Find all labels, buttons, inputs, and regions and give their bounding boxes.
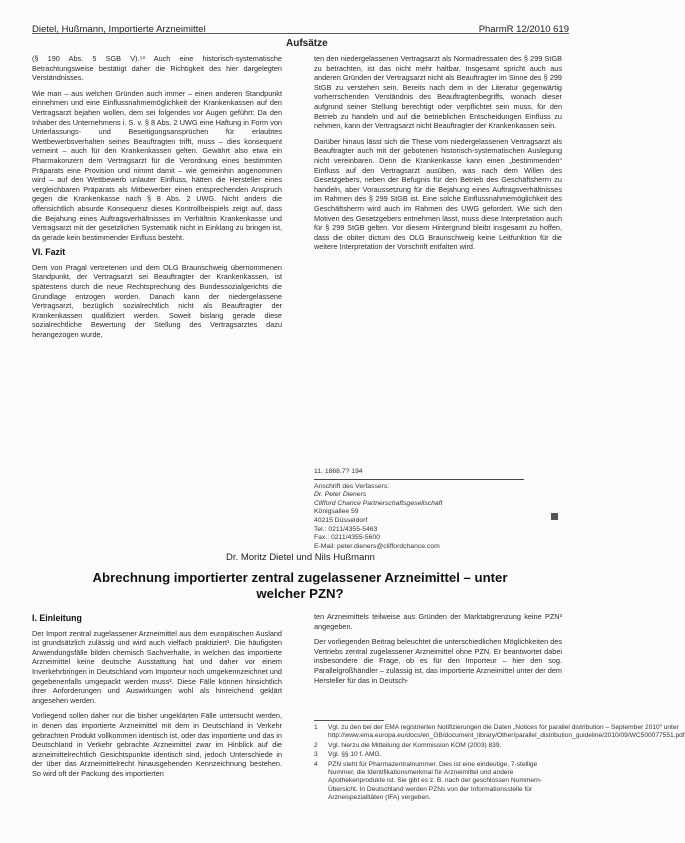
footnote-rule: [314, 720, 384, 721]
article-title: Abrechnung importierter zentral zugelassener Arzneimittel – unter welcher PZN?: [92, 570, 508, 601]
header-rule: [32, 33, 569, 34]
address-label: Anschrift des Verfassers:: [314, 482, 390, 490]
paragraph: Darüber hinaus lässt sich die These vom niedergelassenen Vertragsarzt als Beauftragter auch mit der gebotenen historisch-systematischen Auslegung nicht vereinbaren. Denn die Krankenkasse kann einen „bestimmenden“ Einfluss auf den Vertragsarzt ausüben, was nach dem Willen des Gesetzgebers, neben der Befugnis für den Betrieb des Geschäftsherrn zu handeln, aber Voraussetzung für die Bejahung eines Auftragsverhältnisses im Rahmen des § 299 StGB ist. Eine solche Einflussnahmemöglichkeit des Geschäftsherrn wird auch im Rahmen des UWG gefordert. Wie sich den Motiven des Gesetzgebers entnehmen lässt, muss diese Interpretation auch für § 299 StGB gelten. Vor diesem Hintergrund bleibt insgesamt zu hoffen, dass die obiter dictum des OLG Braunschweig keine Leitfunktion für die weitere Interpretation der Vorschrift entfalten wird.: [314, 136, 562, 252]
footnote: 2 Vgl. hierzu die Mitteilung der Kommission KOM (2003) 839.: [314, 741, 502, 749]
footnote: 3 Vgl. §§ 10 f. AMG.: [314, 751, 382, 759]
paragraph: (§ 190 Abs. 5 SGB V).⁵³ Auch eine historisch-systematische Betrachtungsweise bestätigt daher die Richtigkeit des hier dargelegten Verständnisses.: [32, 54, 282, 83]
right-column-bottom: [314, 612, 562, 691]
paragraph: Wie man – aus welchen Gründen auch immer – einen anderen Standpunkt einnehmen und eine Einflussnahmemöglichkeit der Krankenkassen auf den Vertragsarzt bejahen wollen, dem sei folgendes vor Augen geführt: Da den Inhaber des Unternehmens i. S. v. § 8 Abs. 2 UWG eine Haftung in Form von Unterlassungs- und Beseitigungsansprüchen für erlaubtes Wettbewerbsverhalten seines Beauftragten trifft, muss – dies konsequent verneint – auch für den Krankenkassen gelten. Gewährt also etwa ein Pharmakonzern dem Vertragsarzt für die Verordnung eines bestimmten Präparats eine Provision und nimmt damit – wie gemeinhin angenommen wird – auf den Wettbewerb unlauter Einfluss, hätten die Hersteller eines vergleichbaren Präparats als Mitbewerber einen entsprechenden Anspruch gegen die Krankenkasse nach § 8 Abs. 2 UWG. Nicht anders die offensichtlich absurde Konsequenz dieses Kontrollbeispiels zeigt auf, dass die Bejahung eines Auftragsverhältnisses im Verhältnis Krankenkasse und Vertragsarzt mit der gesetzlichen Systematik nicht in Einklang zu bringen ist, da gerade kein bestimmender Einfluss besteht.: [32, 88, 282, 242]
author-name: Dr. Peter Dieners: [314, 491, 367, 499]
city: 40215 Düsseldorf: [314, 516, 368, 524]
right-column-top: [314, 54, 562, 258]
fax: Fax.: 0211/4355-5600: [314, 534, 381, 542]
reference-line: 11. 1868.7? 194: [314, 468, 524, 480]
page-header: [0, 0, 601, 49]
firm-name: Clifford Chance Partnerschaftsgesellschaft: [314, 499, 443, 507]
section-heading-fazit: VI. Fazit: [32, 247, 66, 258]
left-column-top: [32, 54, 282, 346]
footnote: 1 Vgl. zu den bei der EMA registrierten Notifizierungen die Daten „Notices for parallel distribution – September 2010“ unter http://www.ema.europa.eu/docs/en_GB/document_library/Other/parallel_distribution_guideline/2010/09/WC500077551.pdf: [314, 724, 685, 740]
section-heading-einleitung: I. Einleitung: [32, 613, 82, 623]
phone: Tel.: 0211/4355-5463: [314, 525, 378, 533]
left-column-bottom: [32, 614, 282, 785]
running-head-journal: PharmR 12/2010 619: [478, 24, 569, 35]
article-authors: Dr. Moritz Dietel und Nils Hußmann: [226, 552, 375, 563]
running-head-authors: Dietel, Hußmann, Importierte Arzneimittel: [32, 24, 206, 35]
author-address-block: [314, 468, 554, 551]
footnotes: [314, 724, 685, 804]
paragraph: Der Import zentral zugelassener Arzneimittel aus dem europäischen Ausland ist grundsätzlich zulässig und wird auch vielfach praktiziert¹. Die häufigsten Anwendungsfälle bilden chemisch Sachverhalte, in welchen das importierte Arzneimittel keine deutsche Ausstattung hat und daher vor einem Inverkehrbringen in Deutschland vom Importeur noch umgekennzeichnet und gegebenenfalls umgepackt werden muss². Diese Fälle können hinsichtlich ihrer Anforderungen und Auswirkungen wohl als hinreichend geklärt angesehen werden.: [32, 628, 282, 705]
paragraph: Dem von Pragal vertretenen und dem OLG Braunschweig übernommenen Standpunkt, der Vertragsarzt sei Beauftragter der Krankenkassen, ist spätestens durch die neue Rechtsprechung des Bundessozialgerichts die Grundlage entzogen worden. Danach kann der niedergelassene Vertragsarzt, bezüglich sozialrechtlich nicht als Beauftragter der Krankenkassen qualifiziert werden. Soweit bislang gerade diese sozialrechtliche Bewertung der Stellung des Vertragsarztes dazu herangezogen wurde,: [32, 262, 282, 340]
paragraph: ten Arzneimittels teilweise aus Gründen der Marktabgrenzung keine PZN³ angegeben.: [314, 612, 562, 631]
footnote: 4 PZN steht für Pharmazentralnummer. Dies ist eine eindeutige, 7-stellige Nummer, die Identifikationsmerkmal für Arzneimittel und andere Apothekenprodukte ist. Sie gibt es z. B. nach der geschlossen Nummern-Übersicht. In Deutschland werden PZNs von der Informationsstelle für Arzneispezialitäten (IFA) vergeben.: [314, 760, 543, 802]
paragraph: ten den niedergelassenen Vertragsarzt als Normadressaten des § 299 StGB zu betrachten, ist das nicht mehr haltbar. Insgesamt spricht auch aus anderen Gründen der Vertragsarzt nicht als Beauftragter im Sinne des § 299 StGB zu verstehen sein. Bereits nach dem in der Literatur gegenwärtig vorherrschenden Verständnis des Beauftragtenbegriffs, wonach dieser aufgrund seiner Stellung berechtigt oder verpflichtet sein muss, für den Betrieb zu handeln und auf die betrieblichen Entscheidungen Einfluss zu nehmen, kann der Vertragsarzt nicht Beauftragter der Krankenkassen sein.: [314, 54, 562, 131]
article-end-mark: [551, 513, 558, 520]
section-label: Aufsätze: [286, 38, 328, 49]
paragraph: Der vorliegenden Beitrag beleuchtet die unterschiedlichen Möglichkeiten des Vertriebs zentral zugelassener Arzneimittel ohne PZN. Er beantwortet dabei insbesondere die Frage, ob es für den Importeur – hier den sog. Parallelgroßhändler – zulässig ist, das importierte Arzneimittel unter der dem Hersteller für das in Deutsch-: [314, 637, 562, 685]
email: E-Mail: peter.dieners@cliffordchance.com: [314, 542, 440, 550]
street: Königsallee 59: [314, 508, 359, 516]
paragraph: Vorliegend sollen daher nur die bisher ungeklärten Fälle untersucht werden, in denen das importierte Arzneimittel mit dem in Deutschland in Verkehr gebrachten Produkt vollkommen identisch ist, oder das importierte und das in Deutschland in Verkehr gebrachte Arzneimittel zwar im Hinblick auf die arzneimittelrechtlich Gesichtspunkte identisch sind, jedoch Unterschiede in der über das Arzneimittelrecht hinausgehenden Kennzeichnung bestehen. So wird oft der Packung des importierten: [32, 711, 282, 778]
